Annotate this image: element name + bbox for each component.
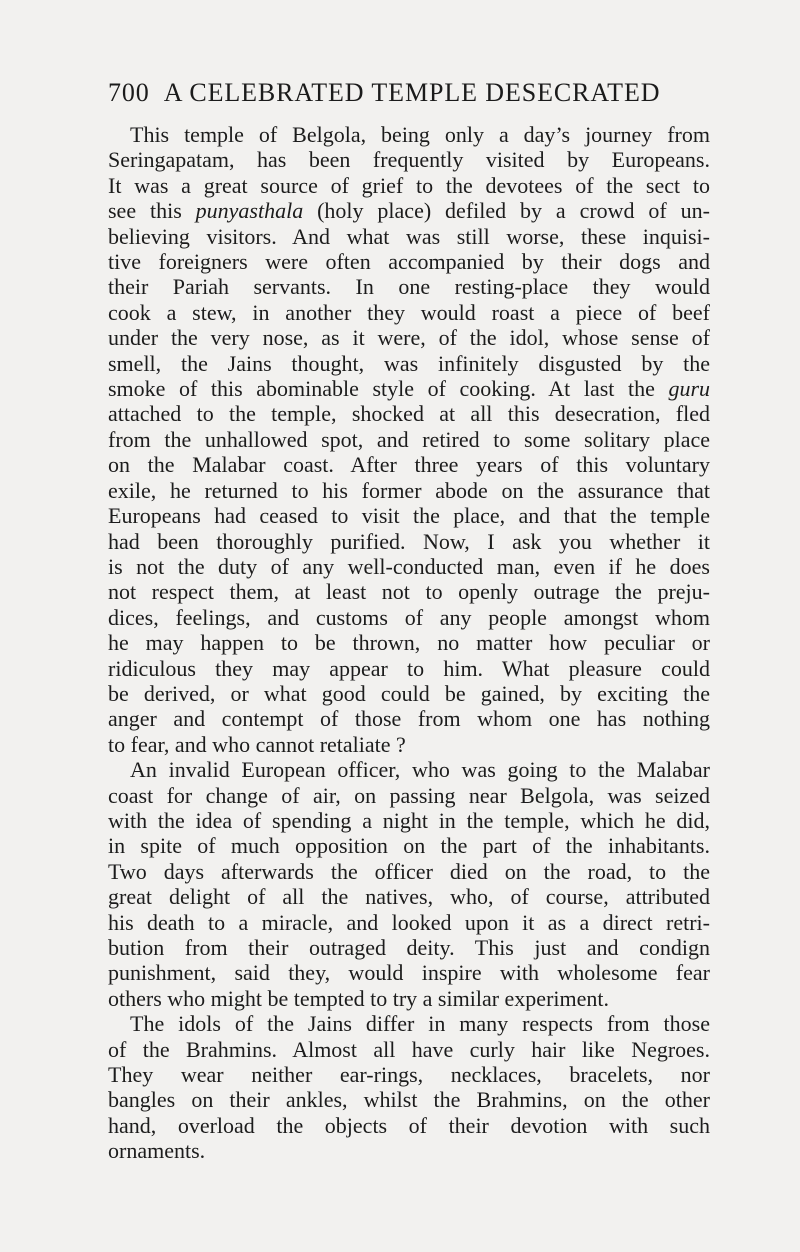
text-segment: under the very nose, as it were, of the idol, whose sense of [108,325,710,351]
text-segment: their Pariah servants. In one resting-place they would [108,274,710,300]
text-segment: (holy place) defiled by a crowd of un- [303,198,710,224]
text-line [108,1113,710,1138]
text-line [108,1138,710,1163]
text-segment: from the unhallowed spot, and retired to some solitary place [108,426,710,452]
text-line [108,401,710,426]
text-line [108,910,710,935]
text-segment: in spite of much opposition on the part of the inhabitants. [108,833,710,859]
text-segment: ridiculous they may appear to him. What pleasure could [108,655,710,681]
text-segment: bution from their outraged deity. This just and condign [108,935,710,960]
running-head [108,78,708,108]
text-line [108,1087,710,1112]
text-segment: cook a stew, in another they would roast a piece of beef [108,299,710,325]
text-line [108,198,710,223]
text-segment: hand, overload the objects of their devotion with such [108,1112,710,1138]
paragraph [108,757,710,1011]
text-line [108,529,710,554]
text-line [108,579,710,604]
text-segment: with the idea of spending a night in the temple, which he did, [108,807,710,833]
text-segment: It was a great source of grief to the devotees of the sect to [108,172,710,198]
text-segment: The idols of the Jains differ in many respects from those [130,1011,710,1037]
text-line [108,224,710,249]
text-segment: An invalid European officer, who was going to the Malabar [130,757,710,783]
text-segment: They wear neither ear-rings, necklaces, bracelets, nor [108,1062,710,1088]
text-line [108,757,710,782]
text-line [108,122,710,147]
text-line [108,706,710,731]
text-line [108,808,710,833]
text-line [108,656,710,681]
text-segment: believing visitors. And what was still worse, these inquisi- [108,223,710,249]
text-line [108,554,710,579]
text-segment: on the Malabar coast. After three years of this voluntary [108,452,710,478]
text-line [108,376,710,401]
text-line [108,1062,710,1087]
text-segment: smoke of this abominable style of cooking. At last the [108,376,669,402]
text-line [108,783,710,808]
text-line [108,960,710,985]
text-line [108,884,710,909]
text-segment: Europeans had ceased to visit the place, and that the temple [108,503,710,529]
text-segment: attached to the temple, shocked at all this desecration, fled [108,401,710,427]
text-line [108,249,710,274]
text-segment: others who might be tempted to try a similar experiment. [108,985,609,1011]
text-line [108,1011,710,1036]
text-line [108,859,710,884]
text-line [108,935,710,960]
text-segment: had been thoroughly purified. Now, I ask you whether it [108,528,710,554]
text-segment: smell, the Jains thought, was infinitely disgusted by the [108,350,710,376]
text-line [108,452,710,477]
page-number: 700 [108,78,150,107]
text-segment: be derived, or what good could be gained, by exciting the [108,680,710,706]
text-line [108,605,710,630]
text-line [108,147,710,172]
text-segment: to fear, and who cannot retaliate ? [108,731,406,757]
paragraph [108,1011,710,1163]
text-line [108,986,710,1011]
text-segment: ornaments. [108,1138,206,1164]
text-line [108,630,710,655]
text-segment: Two days afterwards the officer died on the road, to the [108,858,710,884]
running-title: A CELEBRATED TEMPLE DESECRATED [163,78,661,107]
text-segment: bangles on their ankles, whilst the Brahmins, on the other [108,1087,710,1113]
text-line [108,503,710,528]
text-segment: punishment, said they, would inspire with wholesome fear [108,960,710,986]
text-segment: anger and contempt of those from whom one has nothing [108,706,710,732]
text-segment: great delight of all the natives, who, of course, attributed [108,884,710,910]
text-line [108,427,710,452]
paragraph [108,122,710,757]
text-line [108,478,710,503]
text-line [108,681,710,706]
text-segment: see this [108,198,196,224]
text-line [108,274,710,299]
text-line [108,833,710,858]
text-segment: his death to a miracle, and looked upon it as a direct retri- [108,909,710,935]
text-segment: tive foreigners were often accompanied by their dogs and [108,249,710,275]
text-line [108,173,710,198]
text-line [108,732,710,757]
text-segment: This temple of Belgola, being only a day’s journey from [130,122,710,147]
text-segment: of the Brahmins. Almost all have curly hair like Negroes. [108,1036,710,1062]
text-line [108,351,710,376]
text-segment: coast for change of air, on passing near Belgola, was seized [108,782,710,808]
italic-term: guru [668,376,710,402]
text-line [108,300,710,325]
text-segment: not respect them, at least not to openly outrage the preju- [108,579,710,605]
text-segment: dices, feelings, and customs of any people amongst whom [108,604,710,630]
text-line [108,325,710,350]
text-segment: is not the duty of any well-conducted man, even if he does [108,553,710,579]
italic-term: punyasthala [195,198,304,224]
text-line [108,1037,710,1062]
text-segment: he may happen to be thrown, no matter how peculiar or [108,630,710,656]
body-text [108,122,710,1164]
text-segment: exile, he returned to his former abode on the assurance that [108,477,710,503]
text-segment: Seringapatam, has been frequently visited by Europeans. [108,147,710,173]
